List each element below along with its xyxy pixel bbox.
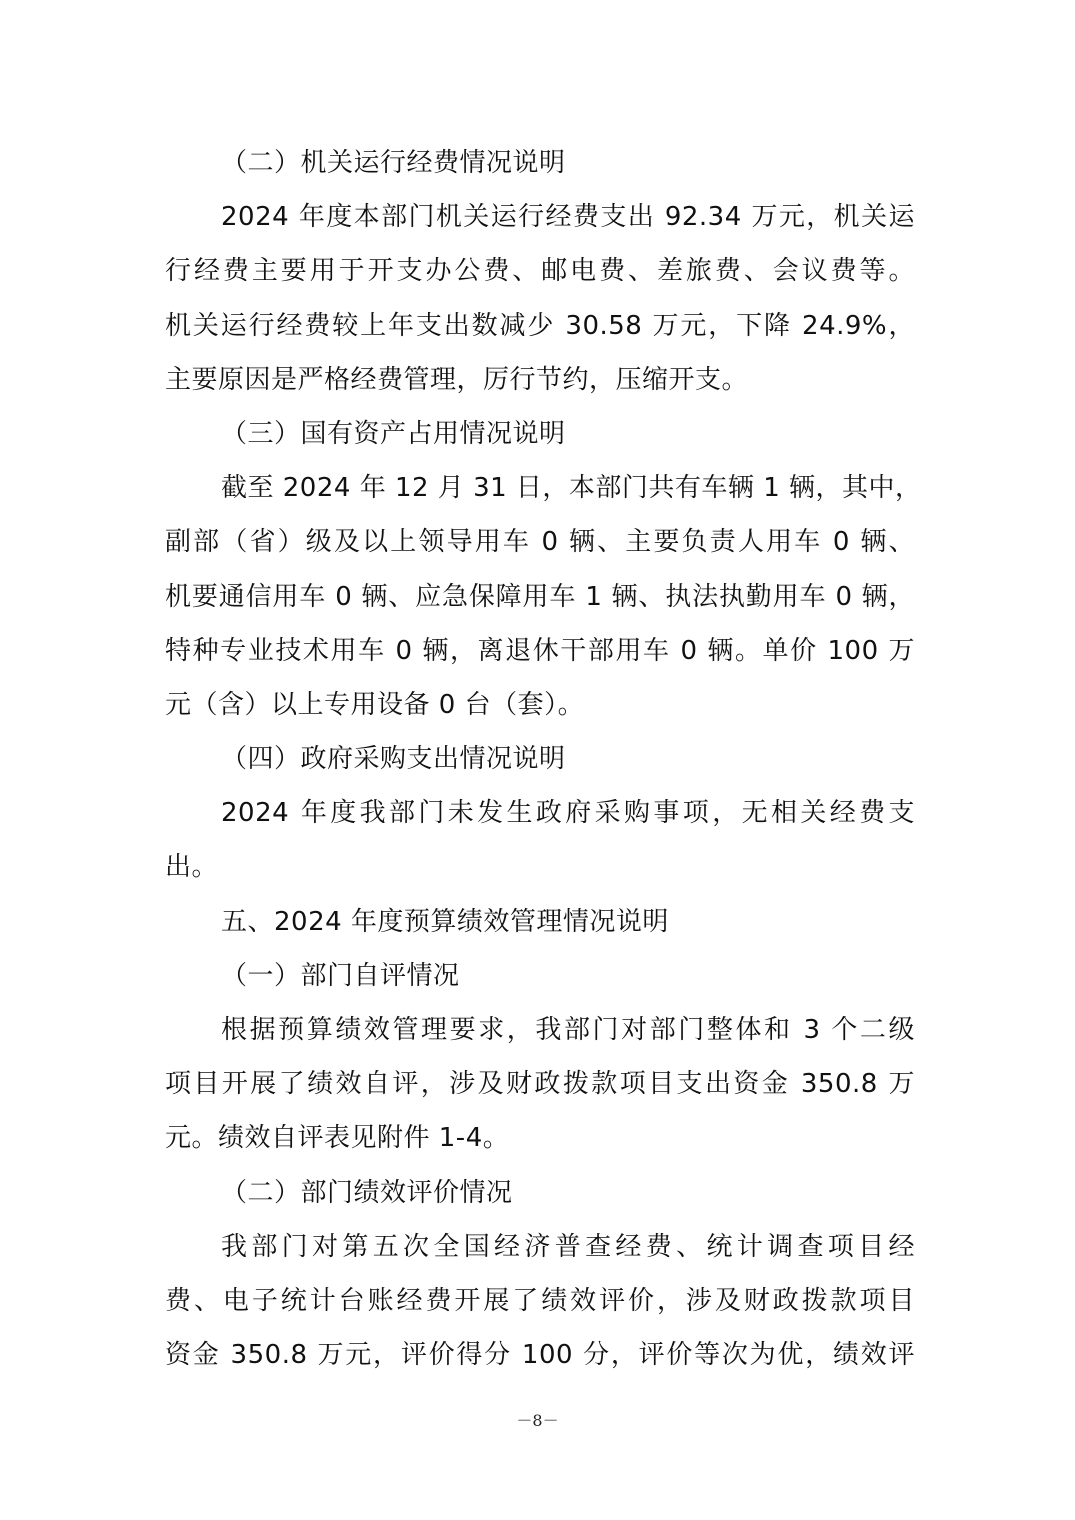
- paragraph-line: 2024 年度本部门机关运行经费支出 92.34 万元，机关运: [221, 202, 915, 233]
- paragraph-line: 行经费主要用于开支办公费、邮电费、差旅费、会议费等。: [165, 256, 915, 287]
- document-body: [165, 136, 922, 1382]
- paragraph-line: 元。绩效自评表见附件 1-4。: [165, 1123, 510, 1154]
- paragraph-line: 主要原因是严格经费管理，厉行节约，压缩开支。: [165, 364, 749, 395]
- page-number: －8－: [516, 1411, 559, 1430]
- paragraph-line: 截至 2024 年 12 月 31 日，本部门共有车辆 1 辆，其中，: [221, 473, 922, 504]
- paragraph-line: 2024 年度我部门未发生政府采购事项，无相关经费支: [221, 798, 915, 829]
- paragraph-line: 费、电子统计台账经费开展了绩效评价，涉及财政拨款项目: [165, 1285, 915, 1316]
- section-heading: （二）机关运行经费情况说明: [221, 148, 566, 178]
- section-heading: （四）政府采购支出情况说明: [221, 744, 566, 775]
- paragraph-line: 副部（省）级及以上领导用车 0 辆、主要负责人用车 0 辆、: [165, 527, 915, 558]
- paragraph-line: 项目开展了绩效自评，涉及财政拨款项目支出资金 350.8 万: [165, 1069, 915, 1100]
- paragraph-line: 我部门对第五次全国经济普查经费、统计调查项目经: [221, 1231, 915, 1262]
- paragraph-line: 根据预算绩效管理要求，我部门对部门整体和 3 个二级: [221, 1015, 915, 1045]
- chapter-heading: 五、2024 年度预算绩效管理情况说明: [221, 906, 669, 937]
- paragraph-line: 特种专业技术用车 0 辆，离退休干部用车 0 辆。单价 100 万: [165, 635, 915, 666]
- section-heading: （二）部门绩效评价情况: [221, 1177, 513, 1208]
- section-heading: （三）国有资产占用情况说明: [221, 418, 566, 449]
- paragraph-line: 元（含）以上专用设备 0 台（套）。: [165, 689, 585, 720]
- paragraph-line: 出。: [165, 852, 219, 883]
- paragraph-line: 资金 350.8 万元，评价得分 100 分，评价等次为优，绩效评: [165, 1340, 915, 1371]
- section-heading: （一）部门自评情况: [221, 960, 460, 991]
- paragraph-line: 机要通信用车 0 辆、应急保障用车 1 辆、执法执勤用车 0 辆，: [165, 581, 915, 612]
- paragraph-line: 机关运行经费较上年支出数减少 30.58 万元，下降 24.9%，: [165, 310, 915, 341]
